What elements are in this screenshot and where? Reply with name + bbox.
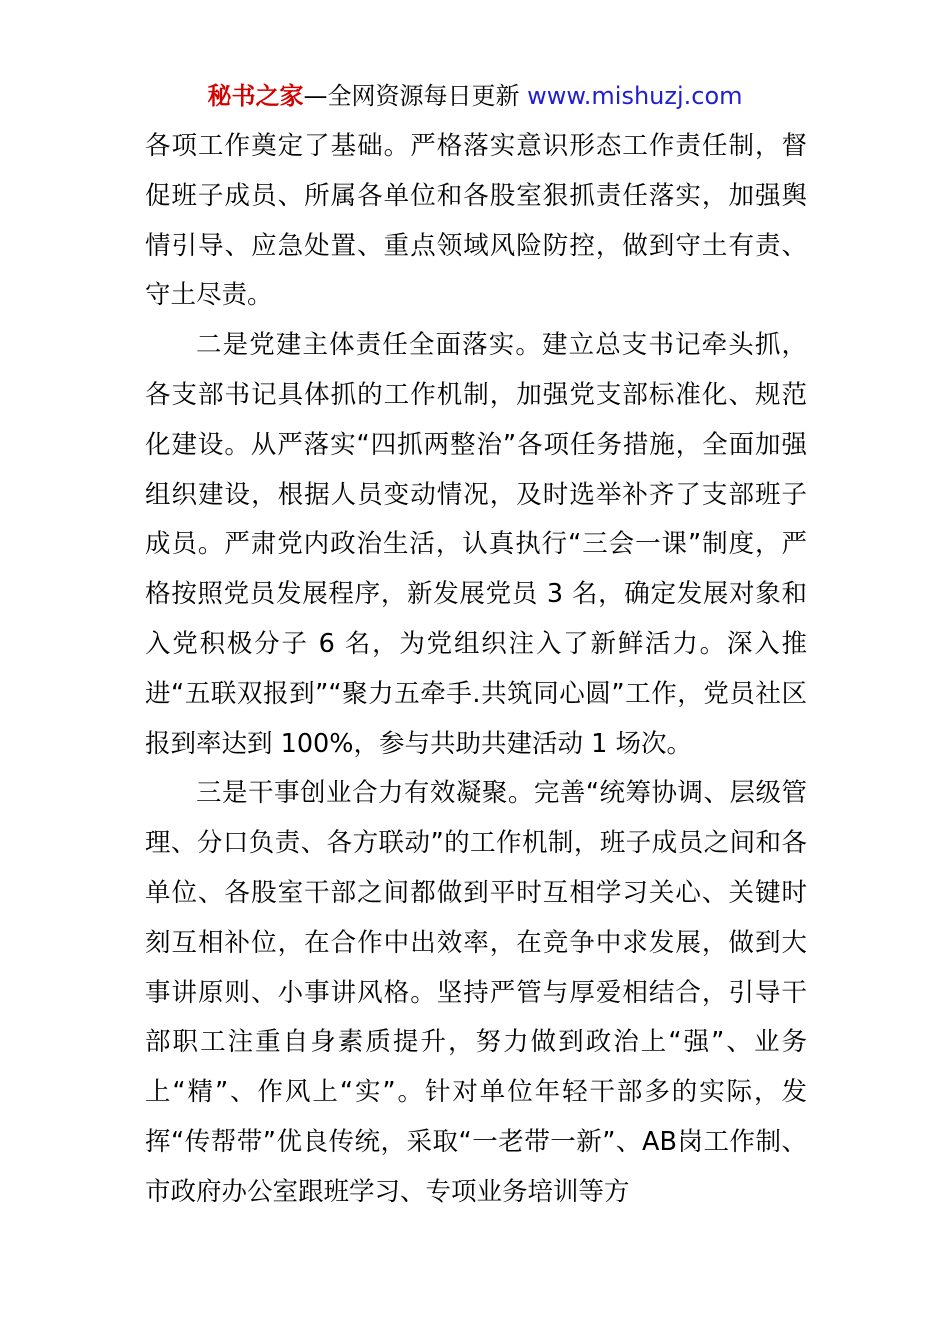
site-url[interactable]: www.mishuzj.com bbox=[519, 82, 743, 110]
paragraph-3: 三是干事创业合力有效凝聚。完善“统筹协调、层级管理、分口负责、各方联动”的工作机制，班子成员之间和各单位、各股室干部之间都做到平时互相学习关心、关键时刻互相补位，在合作中出效率，在竞争中求发展，做到大事讲原则、小事讲风格。坚持严管与厚爱相结合，引导干部职工注重自身素质提升，努力做到政治上“强”、业务上“精”、作风上“实”。针对单位年轻干部多的实际，发挥“传帮带”优良传统，采取“一老带一新”、AB岗工作制、市政府办公室跟班学习、专项业务培训等方 bbox=[145, 778, 807, 1207]
paragraph-2: 二是党建主体责任全面落实。建立总支书记牵头抓，各支部书记具体抓的工作机制，加强党支部标准化、规范化建设。从严落实“四抓两整治”各项任务措施，全面加强组织建设，根据人员变动情况，及时选举补齐了支部班子成员。严肃党内政治生活，认真执行“三会一课”制度，严格按照党员发展程序，新发展党员 3 名，确定发展对象和入党积极分子 6 名，为党组织注入了新鲜活力。深入推进“五联双报到”“聚力五牵手.共筑同心圆”工作，党员社区报到率达到 100%，参与共助共建活动 1 场次。 bbox=[145, 330, 807, 759]
document-body bbox=[145, 122, 807, 1218]
paragraph-1: 各项工作奠定了基础。严格落实意识形态工作责任制，督促班子成员、所属各单位和各股室狠抓责任落实，加强舆情引导、应急处置、重点领域风险防控，做到守土有责、守土尽责。 bbox=[145, 131, 807, 311]
page-header bbox=[0, 80, 950, 112]
brand-name: 秘书之家 bbox=[207, 82, 304, 110]
header-tagline: —全网资源每日更新 bbox=[303, 82, 520, 110]
